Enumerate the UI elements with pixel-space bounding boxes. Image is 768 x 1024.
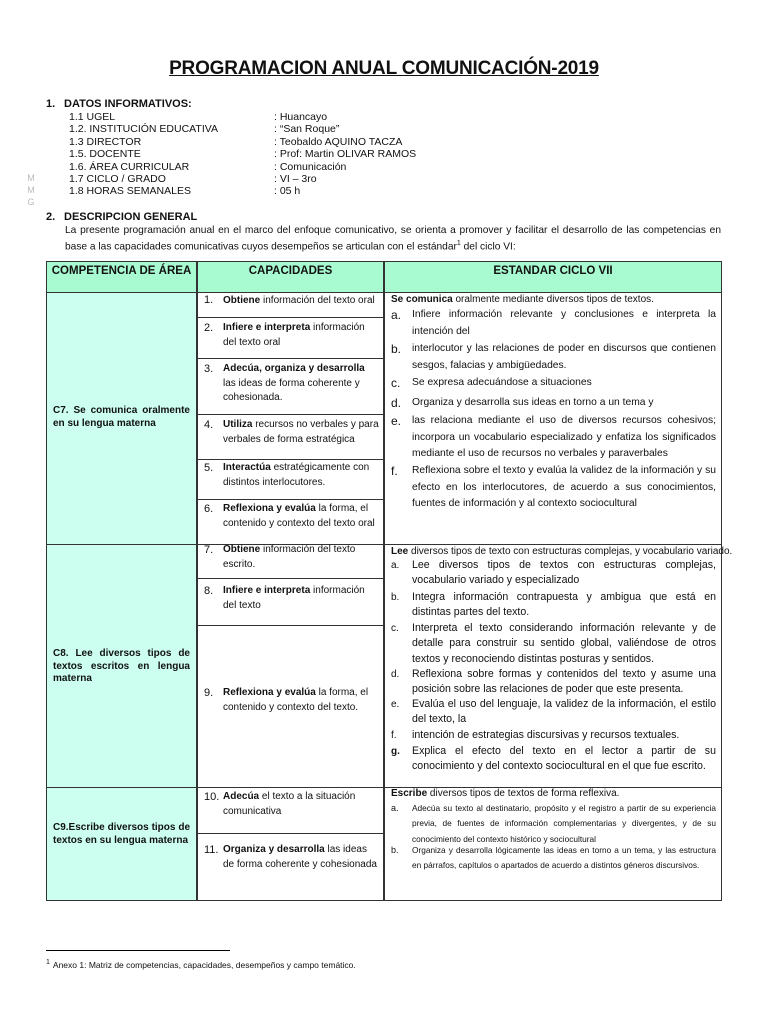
standard-heading: Se comunica oralmente mediante diversos tipos de textos. (391, 294, 654, 305)
section-datos-informativos (46, 98, 192, 110)
capacity-2: 2. Infiere e interpreta información del texto oral (197, 317, 384, 359)
section-number: 2. (46, 211, 56, 223)
capacity-10: 10. Adecúa el texto a la situación comunicativa (197, 787, 384, 834)
info-value: : Teobaldo AQUINO TACZA (274, 135, 403, 148)
info-value: : “San Roque” (274, 123, 340, 136)
page-title: PROGRAMACION ANUAL COMUNICACIÓN-2019 (169, 58, 599, 79)
info-value: : Comunicación (274, 160, 347, 173)
header-capacidades: CAPACIDADES (197, 261, 384, 293)
competency-c7: C7. Se comunica oralmente en su lengua materna (46, 292, 197, 545)
section-heading: DATOS INFORMATIVOS: (64, 98, 192, 110)
info-label: 1.6. ÁREA CURRICULAR (69, 160, 190, 173)
standard-heading: Lee diversos tipos de texto con estructuras complejas, y vocabulario variado. (391, 546, 733, 557)
footnote: $^1$ Anexo 1: Matriz de competencias, capacidades, desempeños y campo temático. (46, 959, 356, 970)
capacity-9: 9. Reflexiona y evalúa la forma, el contenido y contexto del texto. (197, 625, 384, 788)
info-row (69, 148, 416, 160)
capacity-3: 3. Adecúa, organiza y desarrolla las ideas de forma coherente y cohesionada. (197, 358, 384, 415)
info-row (69, 185, 416, 197)
info-value: : VI – 3ro (274, 173, 317, 186)
header-competencia: COMPETENCIA DE ÁREA (46, 261, 197, 293)
info-label: 1.1 UGEL (69, 111, 116, 123)
watermark: M M G (27, 173, 35, 207)
info-value: : Prof: Martin OLIVAR RAMOS (274, 148, 417, 161)
info-value: : 05 h (274, 185, 301, 198)
capacity-6: 6. Reflexiona y evalúa la forma, el contenido y contexto del texto oral (197, 499, 384, 545)
capacity-1: 1. Obtiene información del texto oral (197, 292, 384, 318)
info-list (69, 111, 416, 198)
competency-c9: C9.Escribe diversos tipos de textos en su lengua materna (46, 787, 197, 901)
info-label: 1.8 HORAS SEMANALES (69, 185, 191, 198)
intro-paragraph: La presente programación anual en el marco del enfoque comunicativo, se orienta a promover y facilitar el desarrollo de las competencias en base a las capacidades comunicativas cuyos desempeños se articulan con el estándar$^1$ del ciclo VI: (65, 225, 721, 253)
section-number: 1. (46, 98, 56, 110)
info-label: 1.5. DOCENTE (69, 148, 141, 161)
info-row (69, 111, 416, 123)
info-row (69, 123, 416, 135)
info-label: 1.3 DIRECTOR (69, 135, 142, 148)
header-estandar: ESTANDAR CICLO VII (384, 261, 722, 293)
info-row (69, 173, 416, 185)
info-row (69, 161, 416, 173)
info-label: 1.7 CICLO / GRADO (69, 173, 166, 186)
capacity-4: 4. Utiliza recursos no verbales y para verbales de forma estratégica (197, 414, 384, 460)
capacity-11: 11. Organiza y desarrolla las ideas de forma coherente y cohesionada (197, 833, 384, 901)
capacity-8: 8. Infiere e interpreta información del texto (197, 578, 384, 626)
competency-c8: C8. Lee diversos tipos de textos escritos en lengua materna (46, 544, 197, 788)
section-descripcion-general (46, 211, 197, 223)
standard-heading: Escribe diversos tipos de textos de forma reflexiva. (391, 788, 620, 799)
info-row (69, 136, 416, 148)
footnote-ref: 1 (456, 240, 461, 247)
capacity-5: 5. Interactúa estratégicamente con distintos interlocutores. (197, 459, 384, 500)
section-heading: DESCRIPCION GENERAL (64, 211, 198, 223)
capacity-7: 7. Obtiene información del texto escrito. (197, 544, 384, 579)
footnote-divider (46, 950, 230, 951)
info-value: : Huancayo (274, 111, 328, 123)
info-label: 1.2. INSTITUCIÓN EDUCATIVA (69, 123, 218, 136)
